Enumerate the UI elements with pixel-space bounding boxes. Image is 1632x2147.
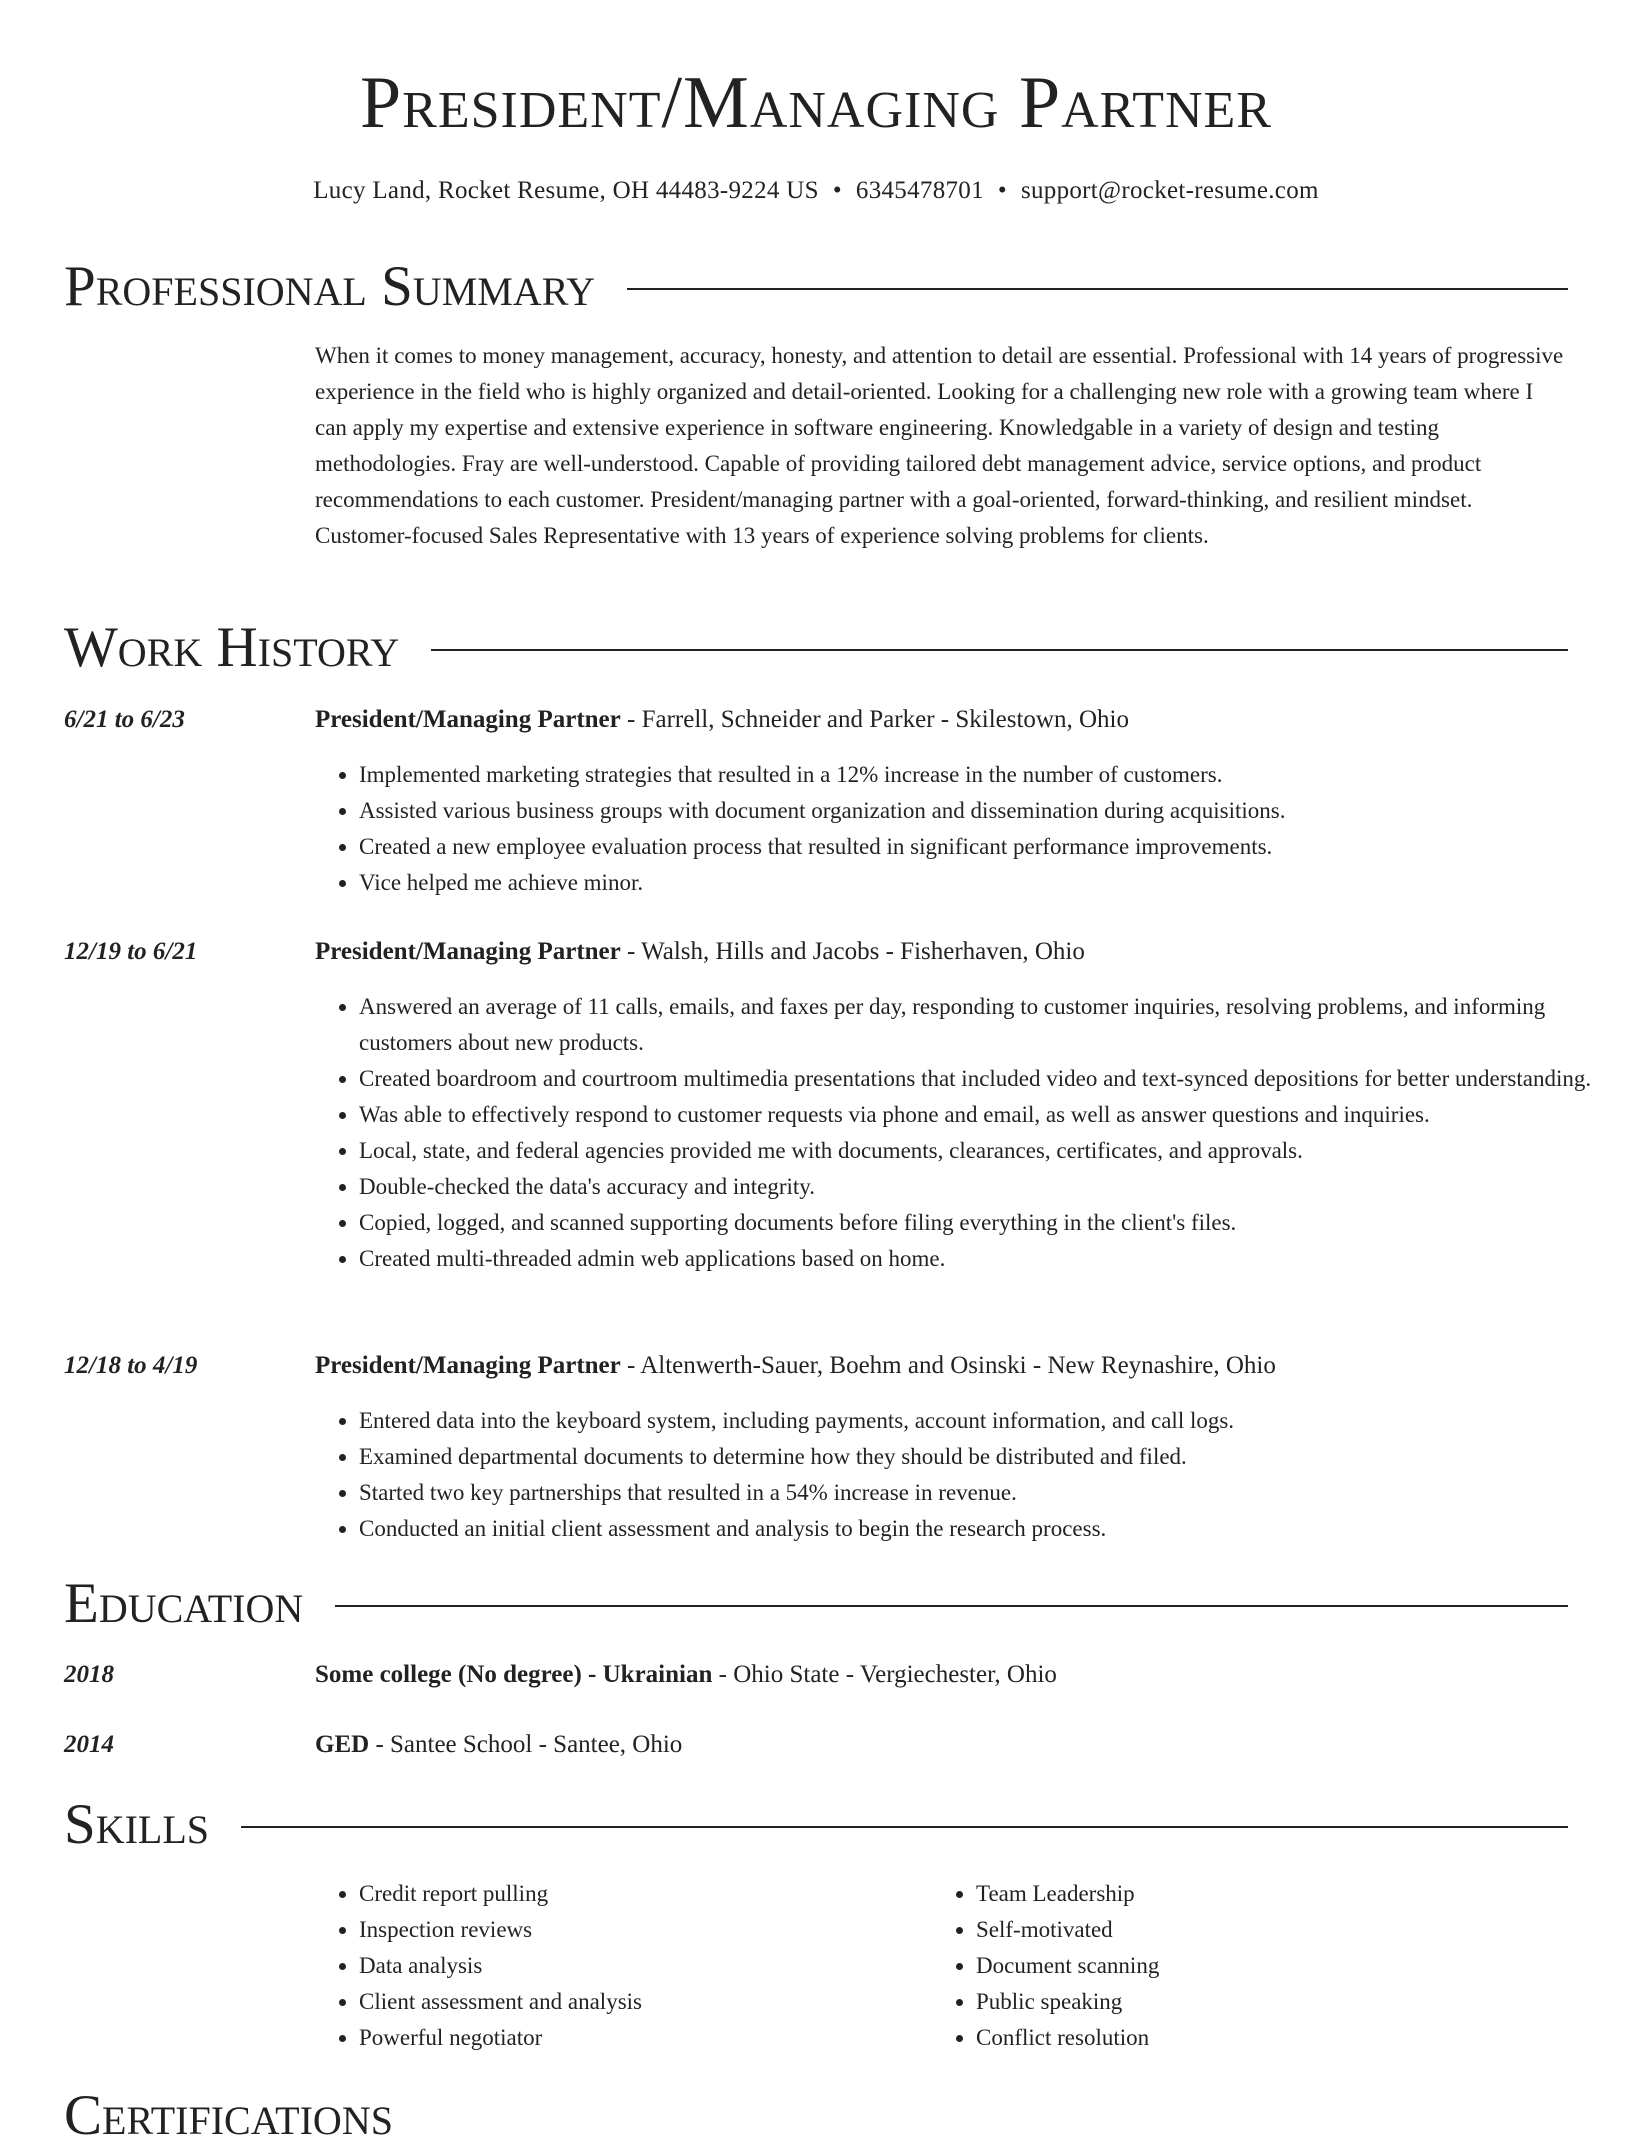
- contact-address: Lucy Land, Rocket Resume, OH 44483-9224 US: [313, 177, 819, 204]
- education-degree: GED: [315, 1731, 370, 1758]
- list-item: • Created boardroom and courtroom multimedia presentations that included video and text-synced depositions for better understanding.: [359, 1061, 1612, 1097]
- education-line: [315, 1658, 1568, 1692]
- job-dates: 12/19 to 6/21: [64, 938, 198, 965]
- list-item: • Created multi-threaded admin web applications based on home.: [359, 1241, 1612, 1277]
- job-title-line: [315, 935, 1568, 969]
- list-item: • Answered an average of 11 calls, emails, and faxes per day, responding to customer inquiries, resolving problems, and informing customers about new products.: [359, 989, 1612, 1061]
- list-item: • Data analysis: [359, 1948, 932, 1984]
- list-item: • Started two key partnerships that resulted in a 54% increase in revenue.: [359, 1475, 1612, 1511]
- section-divider: [241, 1826, 1568, 1828]
- section-work-header: [64, 618, 1568, 678]
- job-bullets: [315, 757, 1612, 901]
- job-bullets: [315, 989, 1612, 1277]
- list-item: • Powerful negotiator: [359, 2020, 932, 2056]
- bullet-separator: •: [832, 177, 842, 204]
- job-company: - Farrell, Schneider and Parker - Skilestown, Ohio: [620, 706, 1129, 733]
- education-degree: Some college (No degree) - Ukrainian: [315, 1661, 713, 1688]
- job-title-line: [315, 703, 1568, 737]
- contact-line: [64, 175, 1568, 207]
- section-certifications-header: [64, 2086, 1568, 2146]
- contact-phone: 6345478701: [855, 177, 984, 204]
- job-title: President/Managing Partner: [315, 1352, 621, 1379]
- list-item: • Inspection reviews: [359, 1912, 932, 1948]
- section-title: Certifications: [64, 2084, 393, 2147]
- skills-list: [315, 1876, 1568, 2056]
- list-item: • Vice helped me achieve minor.: [359, 865, 1612, 901]
- education-year: 2014: [64, 1731, 114, 1758]
- list-item: • Conducted an initial client assessment and analysis to begin the research process.: [359, 1511, 1612, 1547]
- list-item: • Client assessment and analysis: [359, 1984, 932, 2020]
- section-title: Professional Summary: [64, 255, 596, 318]
- section-title: Work History: [64, 616, 400, 679]
- summary-text: When it comes to money management, accuracy, honesty, and attention to detail are essential. Professional with 14 years of progressive experience in the field who is highly organized and detail-oriented. Looking for a challenging new role with a growing team where I can apply my expertise and extensive experience in software engineering. Knowledgable in a variety of design and testing methodologies. Fray are well-understood. Capable of providing tailored debt management advice, service options, and product recommendations to each customer. President/managing partner with a goal-oriented, forward-thinking, and resilient mindset. Customer-focused Sales Representative with 13 years of experience solving problems for clients.: [315, 343, 1564, 548]
- list-item: • Credit report pulling: [359, 1876, 932, 1912]
- job-title: President/Managing Partner: [315, 706, 621, 733]
- list-item: • Double-checked the data's accuracy and integrity.: [359, 1169, 1612, 1205]
- list-item: • Implemented marketing strategies that resulted in a 12% increase in the number of customers.: [359, 757, 1612, 793]
- job-title: President/Managing Partner: [315, 938, 621, 965]
- section-title: Education: [64, 1572, 304, 1635]
- section-divider: [335, 1605, 1568, 1607]
- section-divider: [627, 288, 1568, 290]
- bullet-separator: •: [997, 177, 1007, 204]
- list-item: • Created a new employee evaluation process that resulted in significant performance improvements.: [359, 829, 1612, 865]
- education-year: 2018: [64, 1661, 114, 1688]
- list-item: • Copied, logged, and scanned supporting documents before filing everything in the client's files.: [359, 1205, 1612, 1241]
- education-school: - Ohio State - Vergiechester, Ohio: [712, 1661, 1057, 1688]
- education-school: - Santee School - Santee, Ohio: [369, 1731, 683, 1758]
- list-item: • Assisted various business groups with document organization and dissemination during acquisitions.: [359, 793, 1612, 829]
- skills-column-left: [315, 1876, 932, 2056]
- job-dates: 6/21 to 6/23: [64, 706, 185, 733]
- list-item: • Self-motivated: [976, 1912, 1549, 1948]
- contact-email: support@rocket-resume.com: [1020, 177, 1319, 204]
- list-item: • Conflict resolution: [976, 2020, 1549, 2056]
- section-skills-header: [64, 1795, 1568, 1855]
- list-item: • Public speaking: [976, 1984, 1549, 2020]
- list-item: • Team Leadership: [976, 1876, 1549, 1912]
- job-bullets: [315, 1403, 1612, 1547]
- education-line: [315, 1728, 1568, 1762]
- resume-name: President/Managing Partner: [360, 62, 1272, 144]
- list-item: • Entered data into the keyboard system, including payments, account information, and call logs.: [359, 1403, 1612, 1439]
- section-divider: [431, 649, 1568, 651]
- job-dates: 12/18 to 4/19: [64, 1352, 198, 1379]
- list-item: • Examined departmental documents to determine how they should be distributed and filed.: [359, 1439, 1612, 1475]
- job-company: - Altenwerth-Sauer, Boehm and Osinski - New Reynashire, Ohio: [620, 1352, 1276, 1379]
- section-summary-header: [64, 257, 1568, 317]
- list-item: • Local, state, and federal agencies provided me with documents, clearances, certificates, and approvals.: [359, 1133, 1612, 1169]
- section-title: Skills: [64, 1793, 210, 1856]
- list-item: • Was able to effectively respond to customer requests via phone and email, as well as answer questions and inquiries.: [359, 1097, 1612, 1133]
- job-title-line: [315, 1349, 1568, 1383]
- skills-column-right: [932, 1876, 1549, 2056]
- section-education-header: [64, 1574, 1568, 1634]
- job-company: - Walsh, Hills and Jacobs - Fisherhaven, Ohio: [620, 938, 1085, 965]
- list-item: • Document scanning: [976, 1948, 1549, 1984]
